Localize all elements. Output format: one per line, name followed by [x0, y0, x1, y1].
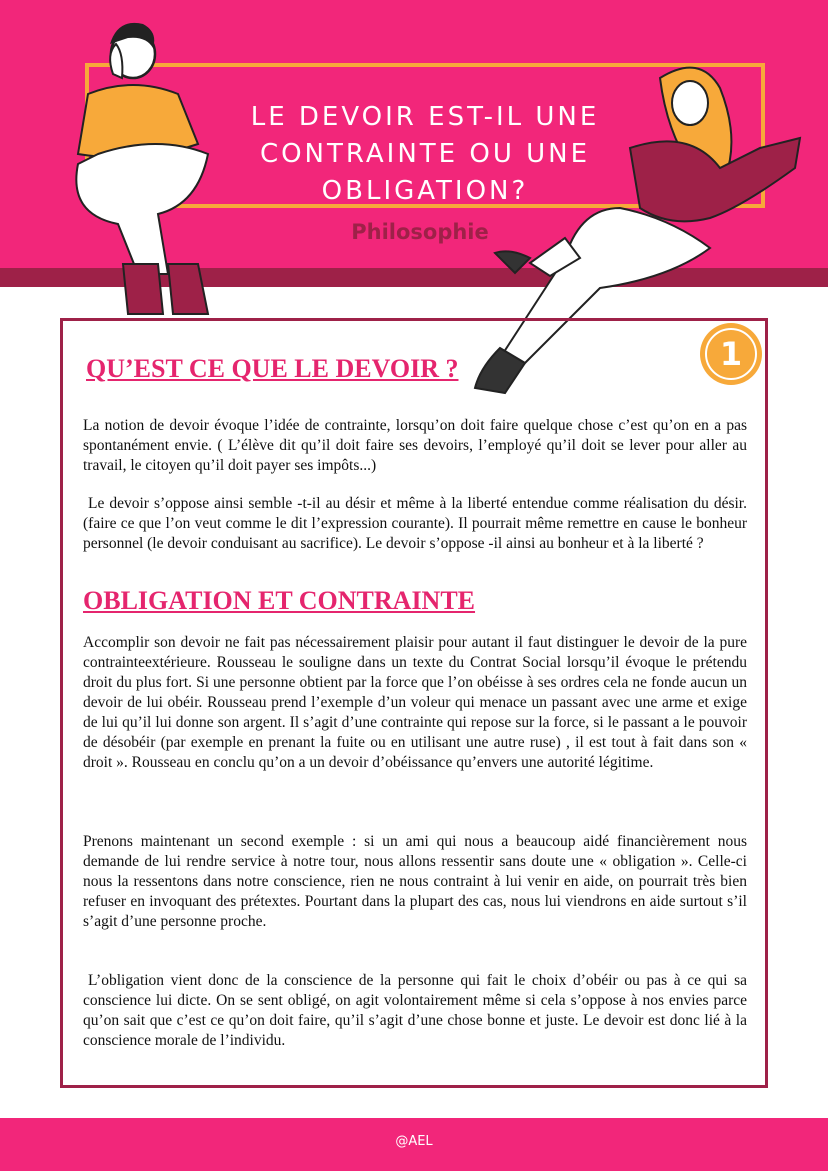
paragraph: L’obligation vient donc de la conscience de la personne qui fait le choix d’obéir ou pas à ce qui sa conscience lui dicte. On se sent obligé, on agit volontairement même si cela s’oppose à nos envies parce qu’on sait que c’est ce qu’on doit faire, qu’il s’agit d’une chose bonne et juste. Le devoir est donc lié à la conscience morale de l’individu. — [83, 972, 747, 1049]
badge-number: 1 — [705, 328, 757, 380]
page-title: LE DEVOIR EST-IL UNE CONTRAINTE OU UNE OBLIGATION? — [250, 102, 600, 207]
section-number-badge — [700, 323, 762, 385]
paragraph: La notion de devoir évoque l’idée de contrainte, lorsqu’on doit faire quelque chose c’est qu’on en a pas spontanément envie. ( L’élève dit qu’il doit faire ses devoirs, l’employé qu’il doit se lever pour aller au travail, le citoyen qu’il doit payer ses impôts...) — [83, 417, 747, 474]
sitting-man-illustration — [58, 14, 228, 320]
subject-label: Philosophie — [351, 220, 489, 244]
paragraph: Prenons maintenant un second exemple : si un ami qui nous a beaucoup aidé financièrement nous demande de lui rendre service à notre tour, nous allons ressentir sans doute une « obligation ». Celle-ci nous la ressentons dans notre conscience, rien ne nous contraint à lui venir en aide, on pourrait très bien refuser en invoquant des prétextes. Pourtant dans la plupart des cas, nous lui viendrons en aide surtout s’il s’agit d’une personne proche. — [83, 833, 747, 930]
paragraph: Le devoir s’oppose ainsi semble -t-il au désir et même à la liberté entendue comme réalisation du désir. (faire ce que l’on veut comme le dit l’expression courante). Il pourrait même remettre en cause le bonheur personnel (le devoir conduisant au sacrifice). Le devoir s’oppose -il ainsi au bonheur et à la liberté ? — [83, 495, 747, 552]
footer-credit: @AEL — [395, 1134, 433, 1149]
paragraph: Accomplir son devoir ne fait pas nécessairement plaisir pour autant il faut distinguer le devoir de la pure contrainteextérieure. Rousseau le souligne dans un texte du Contrat Social lorsqu’il évoque le prétendu droit du plus fort. Si une personne obtient par la force que l’on obéisse à ses ordres cela ne fonde aucun un devoir de lui obéir. Rousseau prend l’exemple d’un voleur qui menace un passant avec une arme et exige de lui qu’il lui donne son argent. Il s’agit d’une contrainte qui repose sur la force, si le passant a le pouvoir de désobéir (par exemple en prenant la fuite ou en utilisant une autre ruse) , il est tout à fait dans son « droit ». Rousseau en conclu qu’on a un devoir d’obéissance qu’envers une autorité légitime. — [83, 634, 747, 771]
section-heading-devoir: QU’EST CE QUE LE DEVOIR ? — [86, 354, 459, 383]
section-heading-obligation: OBLIGATION ET CONTRAINTE — [83, 586, 476, 615]
